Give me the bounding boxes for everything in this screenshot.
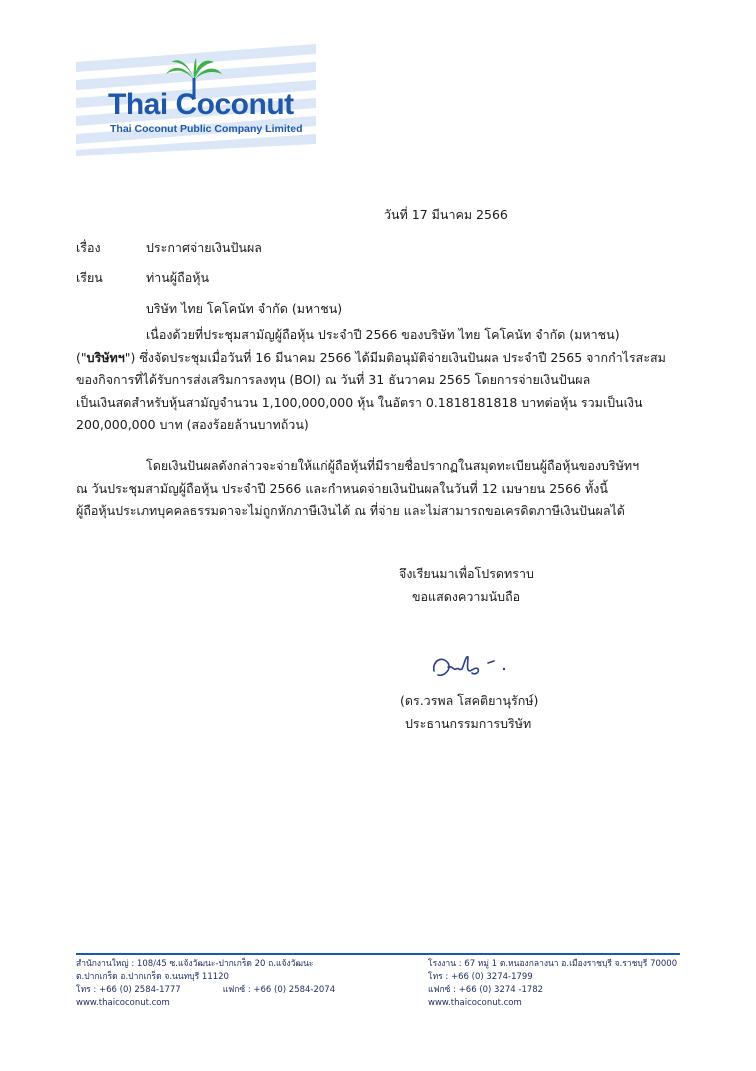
para1-company-short: บริษัทฯ [86,349,125,365]
paragraph-1 [76,324,666,437]
footer-left-contact [76,984,335,997]
footer-right-phone: โทร : +66 (0) 3274-1799 [428,972,533,982]
para1-line4: เป็นเงินสดสำหรับหุ้นสามัญจำนวน 1,100,000,000 หุ้น ในอัตรา 0.1818181818 บาทต่อหุ้น รวมเป็นเงิน [76,394,643,410]
footer-right-address: โรงงาน : 67 หมู่ 1 ต.หนองกลางนา อ.เมืองราชบุรี จ.ราชบุรี 70000 [428,959,678,969]
footer-right [428,958,677,1010]
subject-text: ประกาศจ่ายเงินปันผล [146,240,262,255]
subject-label: เรื่อง [76,240,101,255]
footer-left-fax: แฟกซ์ : +66 (0) 2584-2074 [222,985,336,995]
para2-line2: ณ วันประชุมสามัญผู้ถือหุ้น ประจำปี 2566 และกำหนดจ่ายเงินปันผลในวันที่ 12 เมษายน 2566 ทั้งนี้ [76,480,608,496]
para1-quote-open: (" [76,349,87,365]
to-label: เรียน [76,270,103,285]
para2-line3: ผู้ถือหุ้นประเภทบุคคลธรรมดาจะไม่ถูกหักภาษีเงินได้ ณ ที่จ่าย และไม่สามารถขอเครดิตภาษีเงินปันผลได้ [76,503,625,518]
closing-line-2: ขอแสดงความนับถือ [412,589,521,604]
footer-right-website: www.thaicoconut.com [428,998,522,1008]
footer-left-website: www.thaicoconut.com [76,998,170,1008]
signer-title: ประธานกรรมการบริษัท [405,716,532,731]
brand-name: Thai Coconut [108,88,294,121]
handwritten-signature [428,651,524,687]
para1-line1: เนื่องด้วยที่ประชุมสามัญผู้ถือหุ้น ประจำปี 2566 ของบริษัท ไทย โคโคนัท จำกัด (มหาชน) [146,327,620,342]
footer-left-phone: โทร : +66 (0) 2584-1777 [76,985,181,995]
footer-left [76,958,335,1010]
footer-right-fax: แฟกซ์ : +66 (0) 3274 -1782 [428,985,544,995]
paragraph-2 [76,455,639,523]
footer-divider [76,953,680,955]
brand-subtitle: Thai Coconut Public Company Limited [110,123,303,135]
letter-date: วันที่ 17 มีนาคม 2566 [384,207,508,222]
para2-line1: โดยเงินปันผลดังกล่าวจะจ่ายให้แก่ผู้ถือหุ้นที่มีรายชื่อปรากฏในสมุดทะเบียนผู้ถือหุ้นของบริษัทฯ [146,458,640,473]
to-text: ท่านผู้ถือหุ้น [146,270,209,285]
para1-line5: 200,000,000 บาท (สองร้อยล้านบาทถ้วน) [76,417,309,432]
para1-line2-rest: ") ซึ่งจัดประชุมเมื่อวันที่ 16 มีนาคม 2566 ได้มีมติอนุมัติจ่ายเงินปันผล ประจำปี 2565 จากกำไรสะสม [124,349,666,365]
signer-name: (ดร.วรพล โสคติยานุรักษ์) [400,693,539,708]
para1-line2 [76,347,666,370]
company-logo [76,44,316,156]
footer-left-address-2: ต.ปากเกร็ด อ.ปากเกร็ด จ.นนทบุรี 11120 [76,972,229,982]
closing-line-1: จึงเรียนมาเพื่อโปรดทราบ [399,566,534,581]
to-company: บริษัท ไทย โคโคนัท จำกัด (มหาชน) [146,301,343,316]
para1-line3: ของกิจการที่ได้รับการส่งเสริมการลงทุน (BOI) ณ วันที่ 31 ธันวาคม 2565 โดยการจ่ายเงินปันผล [76,372,591,387]
footer-left-address-1: สำนักงานใหญ่ : 108/45 ซ.แจ้งวัฒนะ-ปากเกร็ด 20 ถ.แจ้งวัฒนะ [76,959,314,969]
